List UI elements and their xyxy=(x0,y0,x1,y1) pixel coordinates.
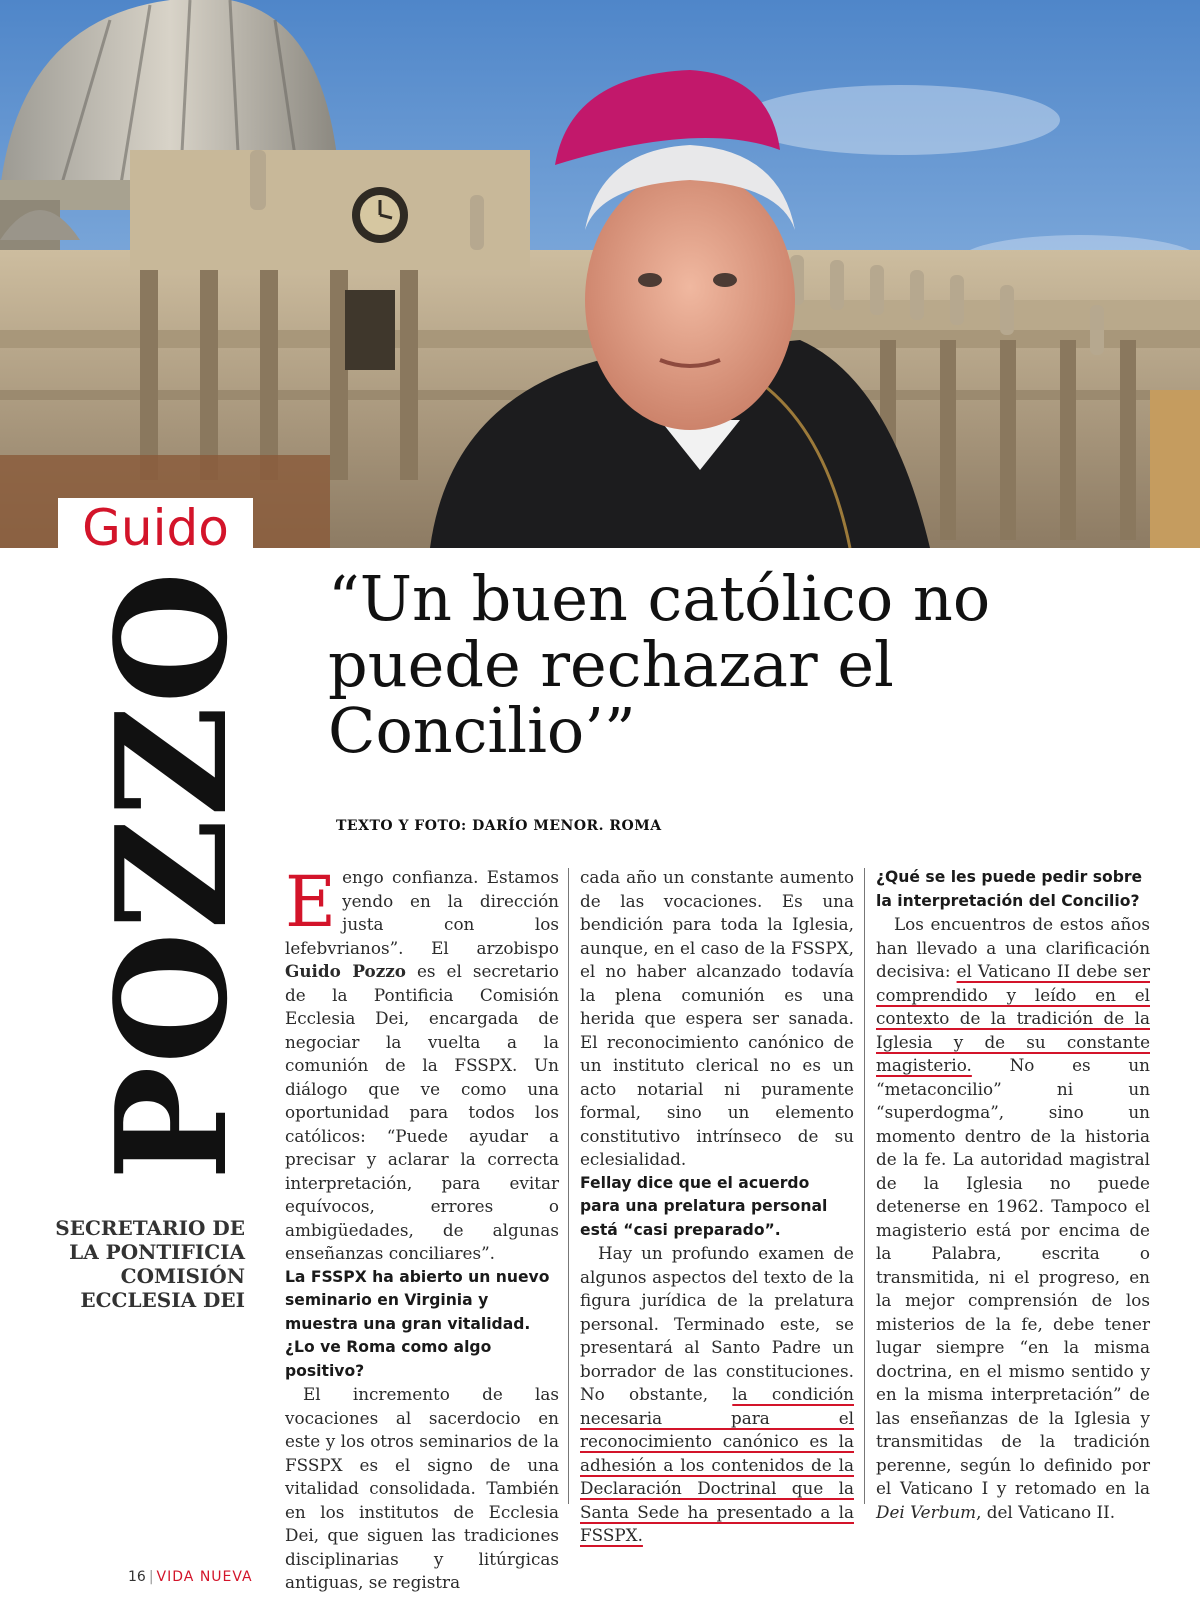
lead-name: Guido Pozzo xyxy=(285,961,406,981)
interview-question: La FSSPX ha abierto un nuevo seminario en Virginia y muestra una gran vitalidad. ¿Lo ve Roma como algo positivo? xyxy=(285,1267,550,1380)
article-column-3 xyxy=(876,866,1150,1524)
interview-question: Fellay dice que el acuerdo para una prelatura personal está “casi preparado”. xyxy=(580,1173,828,1239)
last-name: POZZO xyxy=(82,569,261,1181)
interview-answer xyxy=(876,913,1150,1524)
lead-text-tail: es el secretario de la Pontificia Comisión Ecclesia Dei, encargada de negociar la vuelta a la comunión de la FSSPX. Un diálogo que ve como una oportunidad para todos los católicos: “Puede ayudar a precisar y aclarar la correcta interpretación, para evitar equívocos, errores o ambigüedades, de algunas enseñanzas conciliares”. xyxy=(285,961,559,1263)
subtitle: SECRETARIO DE LA PONTIFICIA COMISIÓN ECCLESIA DEI xyxy=(55,1216,245,1312)
last-name-container xyxy=(82,560,261,1190)
article-column-1 xyxy=(285,861,559,1595)
first-name: Guido xyxy=(58,498,253,558)
page-footer xyxy=(128,1569,253,1585)
column-divider xyxy=(568,868,569,1504)
underlined-passage: el Vaticano II debe ser comprendido y leído en el contexto de la tradición de la Iglesia y de su constante magisterio. xyxy=(876,961,1150,1075)
article-column-2 xyxy=(580,866,854,1548)
magazine-name: VIDA NUEVA xyxy=(156,1569,253,1585)
headline: “Un buen católico no puede rechazar el Concilio’” xyxy=(328,562,991,767)
lead-paragraph xyxy=(285,861,559,1266)
answer-text: Hay un profundo examen de algunos aspectos del texto de la figura jurídica de la prelatura personal. Terminado este, se presentará al Santo Padre un borrador de las constituciones. No obstante, xyxy=(580,1243,854,1404)
interview-question: ¿Qué se les puede pedir sobre la interpretación del Concilio? xyxy=(876,868,1143,910)
answer-text-continued: No es un “metaconcilio” ni un “superdogma”, sino un momento dentro de la historia de la fe. La autoridad magistral de la Iglesia no puede detenerse en 1962. Tampoco el magisterio está por encima de la Palabra, escrita o transmitida, ni el progreso, en la mejor comprensión de los misterios de la fe, debe tener lugar siempre “en la misma doctrina, en el mismo sentido y en la misma interpretación” de las enseñanzas de la Iglesia y transmitidas de la tradición perenne, según lo definido por el Vaticano I y retomado en la xyxy=(876,1055,1150,1498)
answer-text-end: , del Vaticano II. xyxy=(976,1501,1116,1522)
hero-illustration xyxy=(0,0,1200,548)
byline: TEXTO Y FOTO: DARÍO MENOR. ROMA xyxy=(336,818,662,834)
footer-separator: | xyxy=(148,1569,154,1585)
document-title: Dei Verbum xyxy=(876,1501,977,1522)
answer-text: Los encuentros de estos años han llevado a una clarificación decisiva: xyxy=(876,914,1150,981)
hero-photo xyxy=(0,0,1200,548)
interview-answer xyxy=(580,1242,854,1548)
drop-cap: E xyxy=(285,861,337,943)
underlined-passage: la condición necesaria para el reconocimiento canónico es la adhesión a los contenidos de la Declaración Doctrinal que la Santa Sede ha presentado a la FSSPX. xyxy=(580,1384,854,1545)
interview-answer: El incremento de las vocaciones al sacerdocio en este y los otros seminarios de la FSSPX es el signo de una vitalidad consolidada. También en los institutos de Ecclesia Dei, que siguen las tradiciones disciplinarias y litúrgicas antiguas, se registra xyxy=(285,1384,559,1592)
column-divider xyxy=(864,868,865,1504)
lead-text: engo confianza. Estamos yendo en la dirección justa con los lefebvrianos”. El arzobispo xyxy=(285,867,559,958)
interview-answer-continued: cada año un constante aumento de las vocaciones. Es una bendición para toda la Iglesia, aunque, en el caso de la FSSPX, el no haber alcanzado todavía la plena comunión es una herida que espera ser sanada. El reconocimiento canónico de un instituto clerical no es un acto notarial ni puramente formal, sino un elemento constitutivo intrínseco de su eclesialidad. xyxy=(580,867,854,1169)
page-number: 16 xyxy=(128,1569,146,1585)
